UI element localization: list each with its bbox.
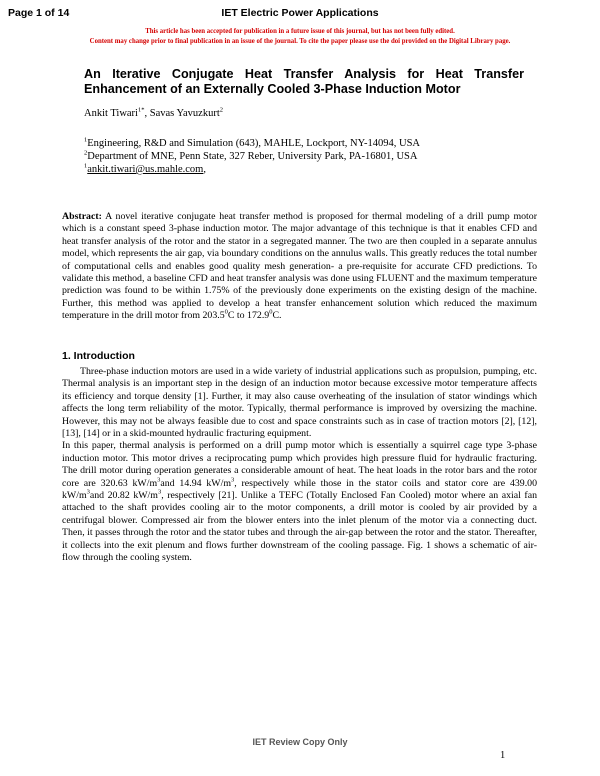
- author-1: Ankit Tiwari: [84, 108, 138, 119]
- affiliation-1: $^1$Engineering, R&D and Simulation (643), MAHLE, Lockport, NY-14094, USA: [84, 136, 421, 149]
- introduction-body: [62, 366, 537, 565]
- affiliations: [84, 137, 420, 176]
- paragraph-1: Three-phase induction motors are used in a wide variety of industrial applications such as propulsion, pumping, etc. Thermal analysis is an important step in the design of an induction motor because excessive motor temperature affects its efficiency and torque density [1]. Further, it may also cause overheating of the insulation of stator windings which affects the long term reliability of the motor. Typically, thermal performance is improved by oversizing the machine. However, this may not be always feasible due to cost and space constraints such as in case of traction motors [2], [12], [13], [14] or in a skid-mounted hydraulic fracturing equipment.: [62, 366, 537, 440]
- review-copy-footer: IET Review Copy Only: [252, 737, 348, 747]
- author-list: [84, 108, 223, 119]
- author-1-mark: 1*: [137, 106, 145, 114]
- page-header: [8, 7, 592, 23]
- page-number: 1: [500, 750, 506, 761]
- email-link[interactable]: ankit.tiwari@us.mahle.com: [87, 164, 204, 175]
- abstract-text: A novel iterative conjugate heat transfer method is proposed for thermal modeling of a drill pump motor which is a constant speed 3-phase induction motor. The major advantage of this technique is that it enables CFD and heat transfer analysis of the rotor and the stator in a segregated manner. The two are then coupled in a separate annulus model, which represents the air gap, via boundary conditions on the annulus walls. This greatly reduces the total number of computational cells and enables good quality mesh generation- a pre-requisite for accurate CFD predictions. To validate this method, a baseline CFD and heat transfer analysis was done using FLUENT and the maximum temperature prediction was found to be within 1.75% of the previously done experiments on the existing design of the machine. Further, this method was applied to develop a heat transfer enhancement solution which reduced the maximum temperature in the drill motor from 203.5: [62, 211, 537, 322]
- journal-name: IET Electric Power Applications: [221, 7, 379, 19]
- section-heading-introduction: 1. Introduction: [62, 350, 135, 362]
- author-email: $^1$ankit.tiwari@us.mahle.com,: [84, 162, 206, 175]
- notice-line-2: Content may change prior to final publication in an issue of the journal. To cite the paper please use the doi provided on the Digital Library page.: [89, 38, 511, 45]
- author-2: Savas Yavuzkurt: [149, 108, 220, 119]
- notice-line-1: This article has been accepted for publication in a future issue of this journal, but has not been fully edited.: [145, 28, 455, 35]
- paragraph-2: In this paper, thermal analysis is performed on a drill pump motor which is essentially a squirrel cage type 3-phase induction motor. This motor drives a reciprocating pump which provides high pressure fluid for hydraulic fracturing. The drill motor during operation generates a considerable amount of heat. The heat loads in the rotor bars and the rotor core are 320.63 $kW/m^3and$ 14.94 $kW/m^3$, respectively while those in the stator coils and stator core are 439.00 $kW/m^3and$ 20.82 $kW/m^3$, respectively [21]. Unlike a TEFC (Totally Enclosed Fan Cooled) motor where an axial fan attached to the shaft provides cooling air to the motor components, a drill motor is cooled by air provided by a centrifugal blower. Compressed air from the blower enters into the inlet plenum of the motor via a connecting duct. Then, it passes through the rotor and the stator tubes and through the air-gap between the rotor and the stator. Thereafter, it collects into the exit plenum and flows further downstream of the cooling passage. Fig. 1 shows a schematic of air-flow through the cooling system.: [62, 440, 538, 564]
- page-count-label: Page 1 of 14: [8, 7, 70, 19]
- affiliation-2: $^2$Department of MNE, Penn State, 327 Reber, University Park, PA-16801, USA: [84, 149, 418, 162]
- paper-title: An Iterative Conjugate Heat Transfer Analysis for Heat Transfer Enhancement of an Externally Cooled 3-Phase Induction Motor: [84, 67, 524, 96]
- author-separator: ,: [144, 108, 150, 119]
- abstract: Abstract: A novel iterative conjugate heat transfer method is proposed for thermal modeling of a drill pump motor which is a constant speed 3-phase induction motor. The major advantage of this technique is that it enables CFD and heat transfer analysis of the rotor and the stator in a segregated manner. The two are then coupled in a separate annulus model, which represents the air gap, via boundary conditions on the annulus walls. This greatly reduces the total number of computational cells and enables good quality mesh generation- a pre-requisite for accurate CFD predictions. To validate this method, a baseline CFD and heat transfer analysis was done using FLUENT and the maximum temperature prediction was found to be within 1.75% of the previously done experiments on the existing design of the machine. Further, this method was applied to develop a heat transfer enhancement solution which reduced the maximum temperature in the drill motor from 203.5$^0$C to 172.9$^0$C.: [62, 211, 537, 322]
- abstract-label: Abstract:: [62, 211, 102, 222]
- publication-notice: [40, 27, 560, 47]
- author-2-mark: 2: [219, 106, 223, 114]
